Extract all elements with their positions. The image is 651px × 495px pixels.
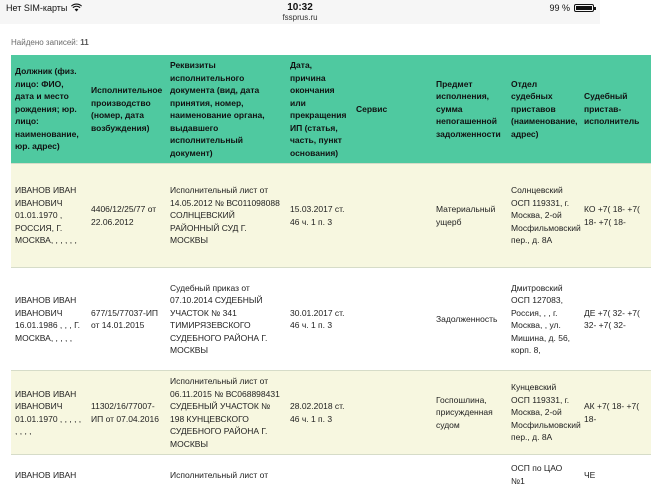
cell-end-date <box>286 455 352 495</box>
cell-proceeding: 11302/16/77007-ИП от 07.04.2016 <box>87 371 166 455</box>
cell-service[interactable] <box>352 268 432 371</box>
cell-bailiff: КО +7( 18- +7( 18- +7( 18- <box>580 164 651 268</box>
cell-department: Солнцевский ОСП 119331, г. Москва, 2-ой Мосфильмовский пер., д. 8А <box>507 164 580 268</box>
cell-bailiff: ЧЕ <box>580 455 651 495</box>
battery-icon <box>574 4 594 12</box>
results-table-container[interactable] <box>11 55 640 486</box>
status-bar <box>0 0 600 24</box>
cell-document: Судебный приказ от 07.10.2014 СУДЕБНЫЙ УЧАСТОК № 341 ТИМИРЯЗЕВСКОГО СУДЕБНОГО РАЙОНА Г. МОСКВЫ <box>166 268 286 371</box>
cell-debtor: ИВАНОВ ИВАН <box>11 455 87 495</box>
records-found-count: 11 <box>80 38 89 47</box>
records-found <box>11 38 89 47</box>
table-row <box>11 455 651 495</box>
cell-document: Исполнительный лист от 06.11.2015 № ВС068898431 СУДЕБНЫЙ УЧАСТОК № 198 КУНЦЕВСКОГО СУДЕБНОГО РАЙОНА Г. МОСКВЫ <box>166 371 286 455</box>
header-document: Реквизиты исполнительного документа (вид, дата принятия, номер, наименование органа, выдавшего исполнительный документ) <box>166 55 286 164</box>
cell-debtor: ИВАНОВ ИВАН ИВАНОВИЧ 01.01.1970 , , , , , , , , , <box>11 371 87 455</box>
battery-percent: 99 % <box>549 3 570 13</box>
cell-proceeding <box>87 455 166 495</box>
cell-subject <box>432 455 507 495</box>
cell-document: Исполнительный лист от 14.05.2012 № ВС011098088 СОЛНЦЕВСКИЙ РАЙОННЫЙ СУД Г. МОСКВЫ <box>166 164 286 268</box>
cell-subject: Задолженность <box>432 268 507 371</box>
table-row <box>11 164 651 268</box>
table-row <box>11 371 651 455</box>
results-table <box>11 55 651 495</box>
cell-proceeding: 4406/12/25/77 от 22.06.2012 <box>87 164 166 268</box>
cell-end-date: 28.02.2018 ст. 46 ч. 1 п. 3 <box>286 371 352 455</box>
header-bailiff: Судебный пристав-исполнитель <box>580 55 651 164</box>
cell-end-date: 30.01.2017 ст. 46 ч. 1 п. 3 <box>286 268 352 371</box>
carrier-label: Нет SIM-карты <box>6 3 68 13</box>
table-header-row <box>11 55 651 164</box>
battery-status <box>549 3 594 13</box>
cell-document: Исполнительный лист от <box>166 455 286 495</box>
cell-service[interactable] <box>352 164 432 268</box>
records-found-label: Найдено записей: <box>11 38 78 47</box>
address-bar-url[interactable]: fssprus.ru <box>282 13 318 22</box>
cell-service[interactable] <box>352 371 432 455</box>
header-end-date: Дата, причина окончания или прекращения ИП (статья, часть, пункт основания) <box>286 55 352 164</box>
battery-fill <box>576 6 592 10</box>
header-proceeding: Исполнительное производство (номер, дата возбуждения) <box>87 55 166 164</box>
cell-department: Кунцевский ОСП 119331, г. Москва, 2-ой Мосфильмовский пер., д. 8А <box>507 371 580 455</box>
cell-subject: Материальный ущерб <box>432 164 507 268</box>
cell-department: ОСП по ЦАО №1 <box>507 455 580 495</box>
header-service: Сервис <box>352 55 432 164</box>
cell-bailiff: ДЕ +7( 32- +7( 32- +7( 32- <box>580 268 651 371</box>
clock: 10:32 <box>287 2 313 13</box>
cell-debtor: ИВАНОВ ИВАН ИВАНОВИЧ 01.01.1970 , РОССИЯ, Г. МОСКВА, , , , , , <box>11 164 87 268</box>
cell-bailiff: АК +7( 18- +7( 18- <box>580 371 651 455</box>
table-row <box>11 268 651 371</box>
header-debtor: Должник (физ. лицо: ФИО, дата и место рождения; юр. лицо: наименование, юр. адрес) <box>11 55 87 164</box>
cell-proceeding: 677/15/77037-ИП от 14.01.2015 <box>87 268 166 371</box>
header-subject: Предмет исполнения, сумма непогашенной задолженности <box>432 55 507 164</box>
cell-subject: Госпошлина, присужденная судом <box>432 371 507 455</box>
cell-end-date: 15.03.2017 ст. 46 ч. 1 п. 3 <box>286 164 352 268</box>
cell-service[interactable] <box>352 455 432 495</box>
cell-debtor: ИВАНОВ ИВАН ИВАНОВИЧ 16.01.1986 , , , Г. МОСКВА, , , , , <box>11 268 87 371</box>
header-department: Отдел судебных приставов (наименование, адрес) <box>507 55 580 164</box>
cell-department: Дмитровский ОСП 127083, Россия, , , г. Москва, , ул. Мишина, д. 56, корп. 8, <box>507 268 580 371</box>
